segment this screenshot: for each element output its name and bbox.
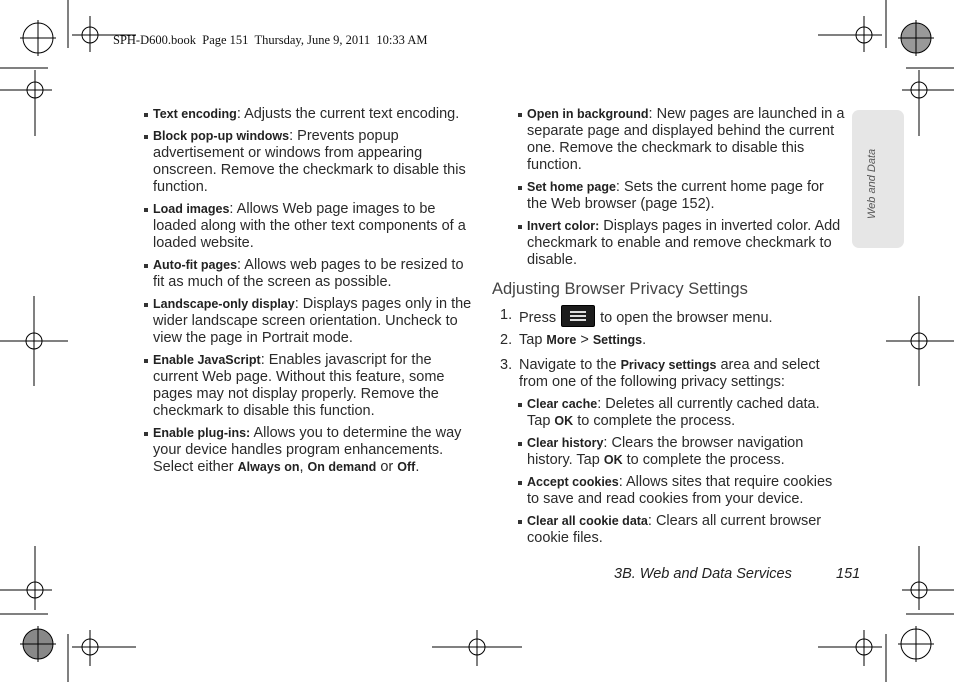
item-term: Enable JavaScript — [153, 353, 261, 367]
item-text: : Enables javascript for the current Web page. Without this feature, some pages may not display properly. Remove the checkmark to disable this function. — [153, 352, 445, 419]
ok-term: OK — [554, 414, 574, 428]
book-header: SPH-D600.book Page 151 Thursday, June 9, 2011 10:33 AM — [113, 33, 428, 47]
list-item — [144, 296, 474, 347]
item-text: : Allows sites that require cookies to save and read cookies from your device. — [527, 474, 833, 507]
more-term: More — [546, 333, 577, 347]
list-item — [518, 435, 840, 469]
item-term: Enable plug-ins: — [153, 426, 251, 440]
step-text — [519, 307, 829, 329]
right-column — [518, 106, 846, 274]
item-term: Text encoding — [153, 107, 237, 121]
list-item — [518, 218, 846, 269]
step-number: 3. — [500, 357, 513, 373]
period: . — [415, 459, 420, 475]
option-on-demand: On demand — [307, 460, 377, 474]
item-term: Block pop-up windows — [153, 129, 290, 143]
step-number: 2. — [500, 332, 513, 348]
settings-term: Settings — [592, 333, 643, 347]
item-text: Allows you to determine the way your device handles program enhancements. Select either — [153, 425, 462, 475]
item-term: Clear all cookie data — [527, 514, 648, 528]
privacy-list — [518, 396, 840, 552]
step-number: 1. — [500, 307, 513, 323]
step-text — [519, 357, 829, 391]
step-text-before: Press — [519, 309, 557, 326]
item-text: : New pages are launched in a separate page and displayed behind the current one. Remove the checkmark to disable this function. — [527, 106, 845, 173]
list-item — [518, 396, 840, 430]
privacy-settings-term: Privacy settings — [620, 358, 717, 372]
item-term: Load images — [153, 202, 230, 216]
page-number: 151 — [836, 566, 861, 582]
item-text-end: to complete the process. — [622, 452, 785, 468]
list-item — [518, 513, 840, 547]
menu-key-icon — [561, 305, 595, 327]
item-term: Clear cache — [527, 397, 598, 411]
item-term: Set home page — [527, 180, 616, 194]
item-term: Landscape-only display — [153, 297, 295, 311]
list-item — [518, 179, 846, 213]
item-text: : Adjusts the current text encoding. — [236, 106, 460, 122]
list-item — [518, 106, 846, 174]
option-always-on: Always on — [237, 460, 300, 474]
item-term: Clear history — [527, 436, 604, 450]
item-term: Accept cookies — [527, 475, 619, 489]
item-term: Invert color: — [527, 219, 600, 233]
period: . — [642, 332, 647, 348]
item-text: : Allows Web page images to be loaded along with the other text components of a loaded website. — [153, 201, 466, 251]
step-text — [519, 332, 829, 349]
side-tab-label: Web and Data — [866, 148, 878, 219]
option-off: Off — [397, 460, 416, 474]
separator: , — [299, 459, 308, 475]
step-text-after: to open the browser menu. — [600, 309, 773, 326]
item-text: : Deletes all currently cached data. Tap — [527, 396, 820, 429]
item-text: : Displays pages only in the wider landscape screen orientation. Uncheck to view the page in Portrait mode. — [153, 296, 472, 346]
list-item — [144, 257, 474, 291]
item-text: : Clears the browser navigation history. Tap — [527, 435, 804, 468]
left-column — [144, 106, 474, 481]
item-text: : Prevents popup advertisement or windows from appearing onscreen. Remove the checkmark to disable this function. — [153, 128, 466, 195]
step-text-before: Navigate to the — [519, 357, 621, 373]
arrow-separator: > — [576, 332, 593, 348]
item-text: : Allows web pages to be resized to fit as much of the screen as possible. — [153, 257, 464, 290]
step-text-after: area and select from one of the following privacy settings: — [519, 357, 820, 390]
list-item — [144, 128, 474, 196]
list-item — [144, 352, 474, 420]
item-text: : Clears all current browser cookie files. — [527, 513, 822, 546]
list-item — [144, 201, 474, 252]
footer-section: 3B. Web and Data Services — [614, 566, 792, 582]
side-tab — [852, 110, 904, 248]
list-item-plugins — [144, 425, 474, 476]
list-item — [518, 474, 840, 508]
ok-term: OK — [603, 453, 623, 467]
item-term: Open in background — [527, 107, 649, 121]
item-text: : Sets the current home page for the Web browser (page 152). — [527, 179, 824, 212]
step-text-before: Tap — [519, 332, 547, 348]
item-term: Auto-fit pages — [153, 258, 238, 272]
section-title: Adjusting Browser Privacy Settings — [492, 280, 748, 298]
item-text-end: to complete the process. — [573, 413, 736, 429]
separator: or — [376, 459, 398, 475]
item-text: Displays pages in inverted color. Add checkmark to enable and remove checkmark to disable. — [527, 218, 841, 268]
list-item — [144, 106, 474, 123]
